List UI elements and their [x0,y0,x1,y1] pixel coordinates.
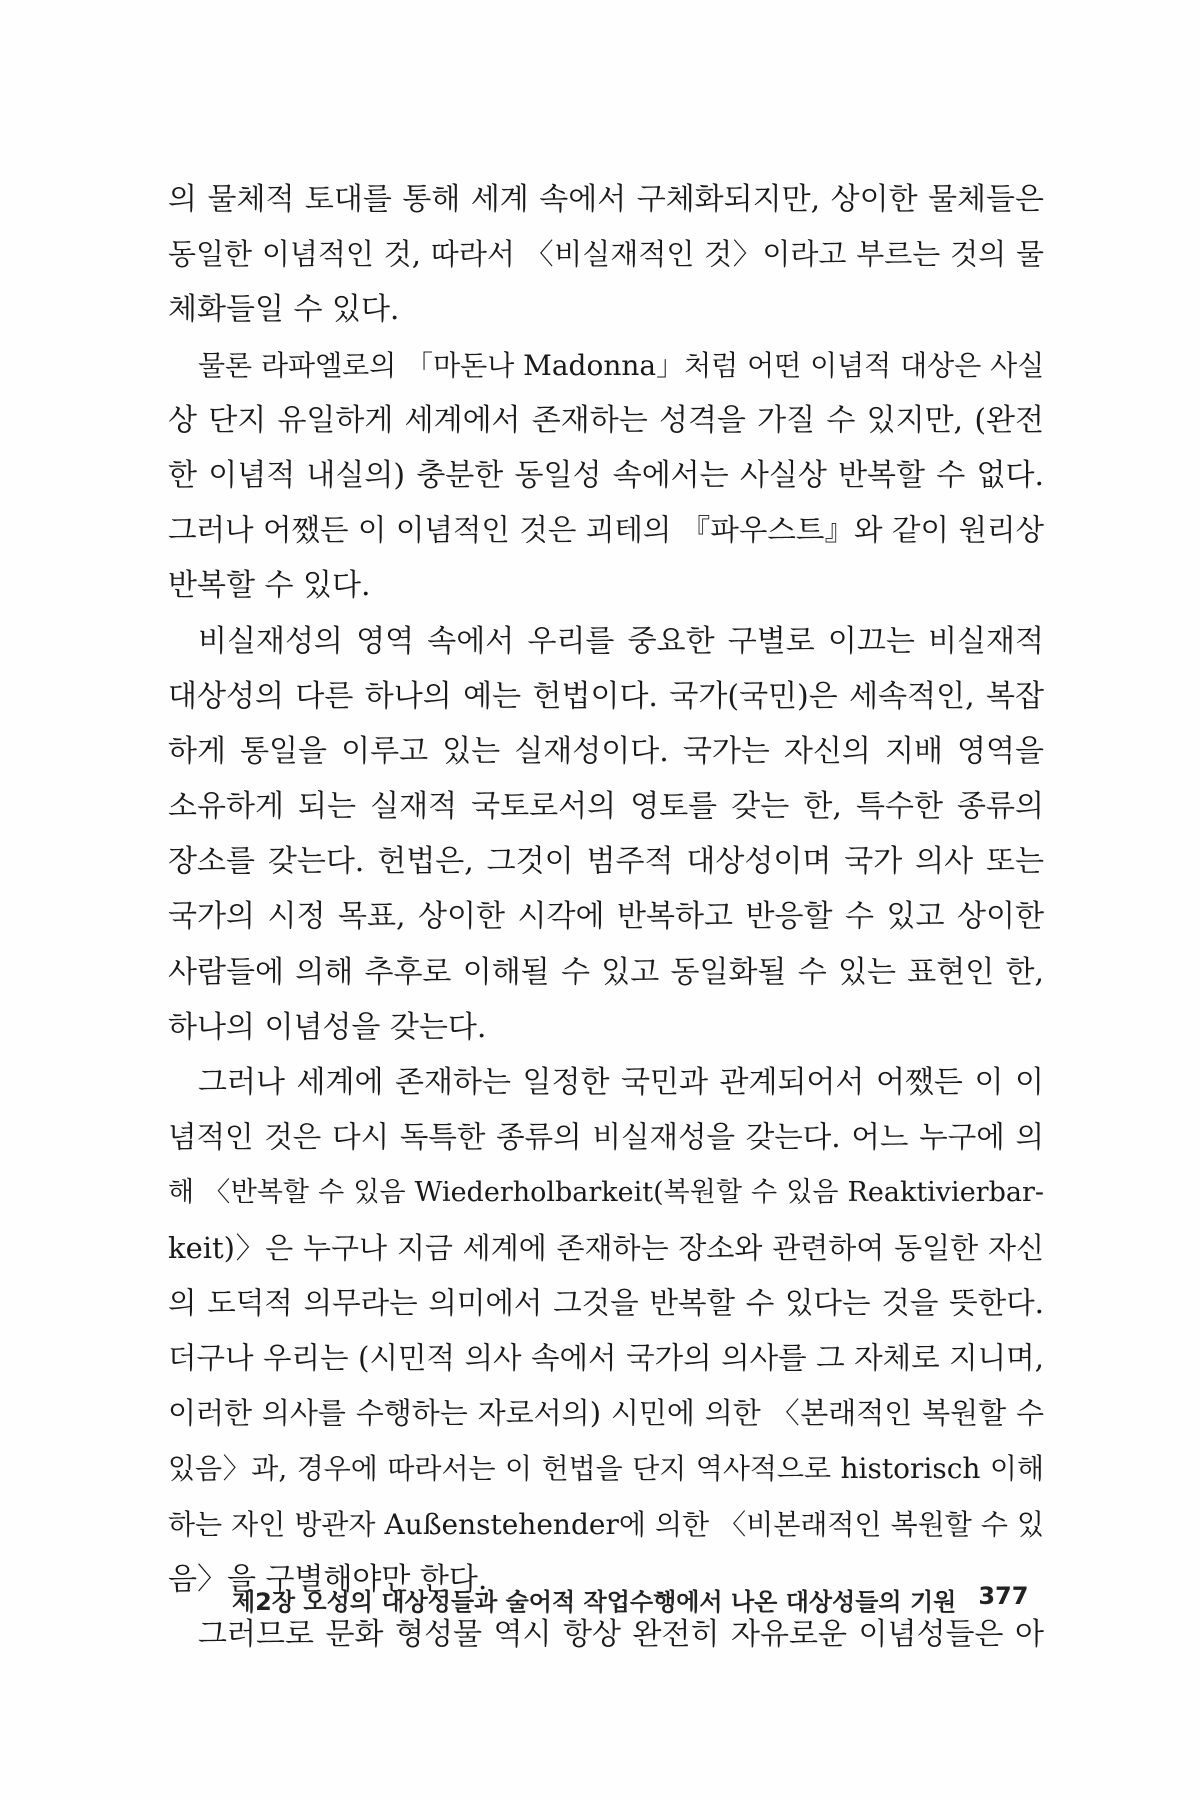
text-line: 장소를 갖는다. 헌법은, 그것이 범주적 대상성이며 국가 의사 또는 [168,844,1044,880]
text-line: 해 〈반복할 수 있음 Wiederholbarkeit(복원할 수 있음 Reaktivierbar- [168,1177,1044,1209]
text-line: keit)〉은 누구나 지금 세계에 존재하는 장소와 관련하여 동일한 자신 [168,1230,1044,1265]
text-line: 반복할 수 있다. [168,568,371,604]
text-line: 하는 자인 방관자 Außenstehender에 의한 〈비본래적인 복원할 수 있 [168,1507,1044,1541]
text-line: 한 이념적 내실의) 충분한 동일성 속에서는 사실상 반복할 수 없다. [168,457,1044,493]
text-line: 대상성의 다른 하나의 예는 헌법이다. 국가(국민)은 세속적인, 복잡 [168,678,1044,714]
running-head: 제2장 오성의 대상성들과 술어적 작업수행에서 나온 대상성들의 기원 [232,1588,957,1616]
text-line: 동일한 이념적인 것, 따라서 〈비실재적인 것〉이라고 부르는 것의 물 [168,237,1044,272]
text-line: 더구나 우리는 (시민적 의사 속에서 국가의 의사를 그 자체로 지니며, [168,1340,1044,1375]
text-line: 하게 통일을 이루고 있는 실재성이다. 국가는 자신의 지배 영역을 [168,733,1044,769]
text-line: 상 단지 유일하게 세계에서 존재하는 성격을 가질 수 있지만, (완전 [168,402,1044,438]
body-text [168,172,1044,1662]
text-line: 그러므로 문화 형성물 역시 항상 완전히 자유로운 이념성들은 아 [198,1616,1044,1652]
text-line: 그러나 어쨌든 이 이념적인 것은 괴테의 『파우스트』와 같이 원리상 [168,513,1044,548]
text-line: 의 도덕적 의무라는 의미에서 그것을 반복할 수 있다는 것을 뜻한다. [168,1285,1044,1320]
text-line: 그러나 세계에 존재하는 일정한 국민과 관계되어서 어쨌든 이 이 [198,1065,1044,1100]
text-line: 비실재성의 영역 속에서 우리를 중요한 구별로 이끄는 비실재적 [198,623,1044,659]
page-number: 377 [978,1582,1029,1610]
text-line: 있음〉과, 경우에 따라서는 이 헌법을 단지 역사적으로 historisch 이해 [168,1452,1044,1486]
text-line: 국가의 시정 목표, 상이한 시각에 반복하고 반응할 수 있고 상이한 [168,899,1044,935]
text-line: 의 물체적 토대를 통해 세계 속에서 구체화되지만, 상이한 물체들은 [168,182,1044,217]
text-line: 물론 라파엘로의 「마돈나 Madonna」처럼 어떤 이념적 대상은 사실 [198,348,1045,382]
text-line: 소유하게 되는 실재적 국토로서의 영토를 갖는 한, 특수한 종류의 [168,789,1044,825]
text-line: 하나의 이념성을 갖는다. [168,1009,487,1045]
text-line: 념적인 것은 다시 독특한 종류의 비실재성을 갖는다. 어느 누구에 의 [168,1120,1044,1155]
text-line: 이러한 의사를 수행하는 자로서의) 시민에 의한 〈본래적인 복원할 수 [168,1396,1044,1431]
text-line: 체화들일 수 있다. [168,292,400,328]
page-footer [232,1582,1029,1617]
text-line: 음〉을 구별해야만 한다. [168,1561,488,1597]
text-line: 사람들에 의해 추후로 이해될 수 있고 동일화될 수 있는 표현인 한, [168,954,1044,990]
